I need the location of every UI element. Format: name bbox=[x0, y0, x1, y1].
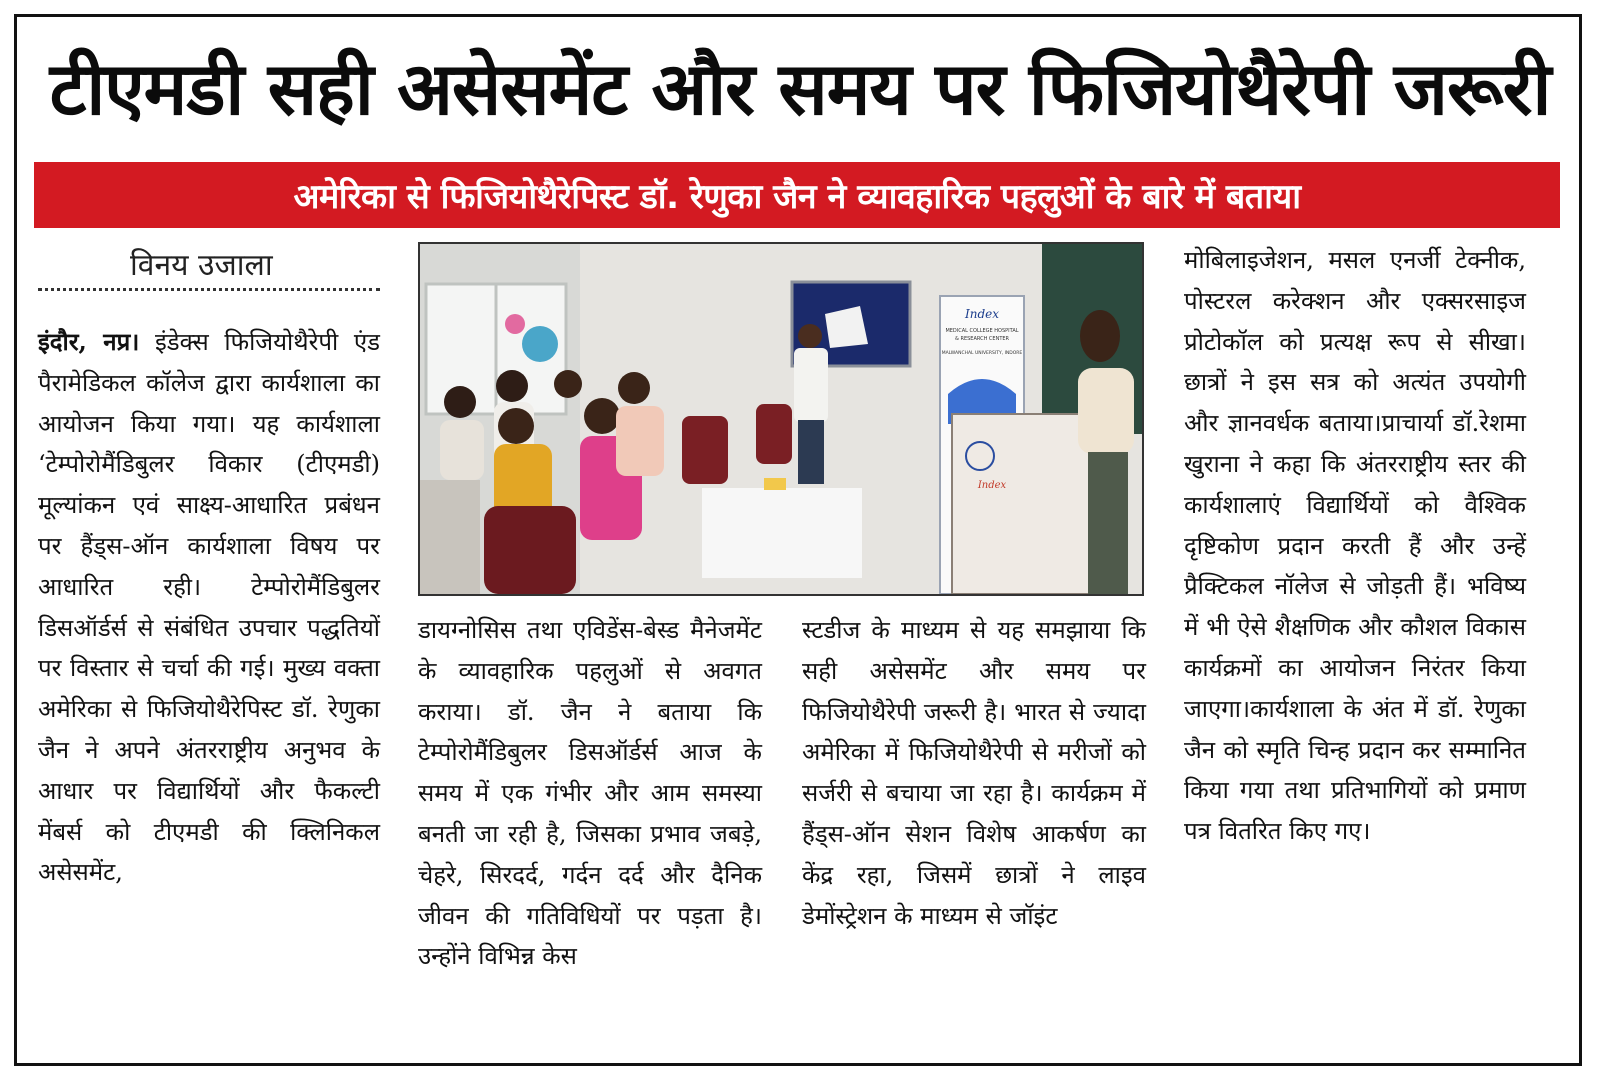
column-4-text: मोबिलाइजेशन, मसल एनर्जी टेक्नीक, पोस्टरल करेक्शन और एक्सरसाइज प्रोटोकॉल को प्रत्यक्ष रूप से सीखा। छात्रों ने इस सत्र को अत्यंत उपयोगी और ज्ञानवर्धक बताया।प्राचार्या डॉ.रेशमा खुराना ने कहा कि अंतरराष्ट्रीय स्तर की कार्यशालाएं विद्यार्थियों को वैश्विक दृष्टिकोण प्रदान करती हैं और उन्हें प्रैक्टिकल नॉलेज से जोड़ती हैं। भविष्य में भी ऐसे शैक्षणिक और कौशल विकास कार्यक्रमों का आयोजन निरंतर किया जाएगा।कार्यशाला के अंत में डॉ. रेणुका जैन को स्मृति चिन्ह प्रदान कर सम्मानित किया गया तथा प्रतिभागियों को प्रमाण पत्र वितरित किए गए। bbox=[1184, 246, 1526, 846]
column-1-text: इंडेक्स फिजियोथैरेपी एंड पैरामेडिकल कॉलेज द्वारा कार्यशाला का आयोजन किया गया। यह कार्यशाला ‘टेम्पोरोमैंडिबुलर विकार (टीएमडी) मूल्यांकन एवं साक्ष्य-आधारित प्रबंधन पर हैंड्स-ऑन कार्यशाला विषय पर आधारित रही। टेम्पोरोमैंडिबुलर डिसऑर्डर्स से संबंधित उपचार पद्धतियों पर विस्तार से चर्चा की गई। मुख्य वक्ता अमेरिका से फिजियोथैरेपिस्ट डॉ. रेणुका जैन ने अपने अंतरराष्ट्रीय अनुभव के आधार पर विद्यार्थियों और फैकल्टी मेंबर्स को टीएमडी की क्लिनिकल असेसमेंट, bbox=[38, 328, 380, 887]
workshop-photo bbox=[418, 242, 1144, 596]
article-column-4 bbox=[1184, 240, 1526, 852]
banner-line-3: MALWANCHAL UNIVERSITY, INDORE bbox=[941, 351, 1023, 356]
subheadline-band: अमेरिका से फिजियोथैरेपिस्ट डॉ. रेणुका जैन ने व्यावहारिक पहलुओं के बारे में बताया bbox=[34, 162, 1560, 228]
headline: टीएमडी सही असेसमेंट और समय पर फिजियोथैरेपी जरूरी bbox=[49, 46, 1551, 132]
dateline: इंदौर, नप्र। bbox=[38, 327, 140, 356]
column-2-text: डायग्नोसिस तथा एविडेंस-बेस्ड मैनेजमेंट के व्यावहारिक पहलुओं से अवगत कराया। डॉ. जैन ने बताया कि टेम्पोरोमैंडिबुलर डिसऑर्डर्स आज के समय में एक गंभीर और आम समस्या बनती जा रही है, जिसका प्रभाव जबड़े, चेहरे, सिरदर्द, गर्दन दर्द और दैनिक जीवन की गतिविधियों पर पड़ता है। उन्होंने विभिन्न केस bbox=[418, 616, 762, 971]
workshop-photo-icon bbox=[420, 244, 1142, 594]
banner-line-1: MEDICAL COLLEGE HOSPITAL bbox=[945, 328, 1019, 334]
banner-logo-text: Index bbox=[964, 307, 1000, 321]
article-column-1 bbox=[38, 322, 380, 893]
byline-divider bbox=[38, 288, 380, 291]
article-column-2 bbox=[418, 610, 762, 977]
column-3-text: स्टडीज के माध्यम से यह समझाया कि सही असेसमेंट और समय पर फिजियोथैरेपी जरूरी है। भारत से ज्यादा अमेरिका में फिजियोथैरेपी से मरीजों को सर्जरी से बचाया जा रहा है। कार्यक्रम में हैंड्स-ऑन सेशन विशेष आकर्षण का केंद्र रहा, जिसमें छात्रों ने लाइव डेमोंस्ट्रेशन के माध्यम से जॉइंट bbox=[802, 616, 1146, 930]
podium-logo-text: Index bbox=[977, 480, 1007, 491]
article-column-3 bbox=[802, 610, 1146, 936]
banner-line-2: & RESEARCH CENTER bbox=[954, 336, 1010, 342]
byline: विनय उजाला bbox=[130, 248, 273, 283]
